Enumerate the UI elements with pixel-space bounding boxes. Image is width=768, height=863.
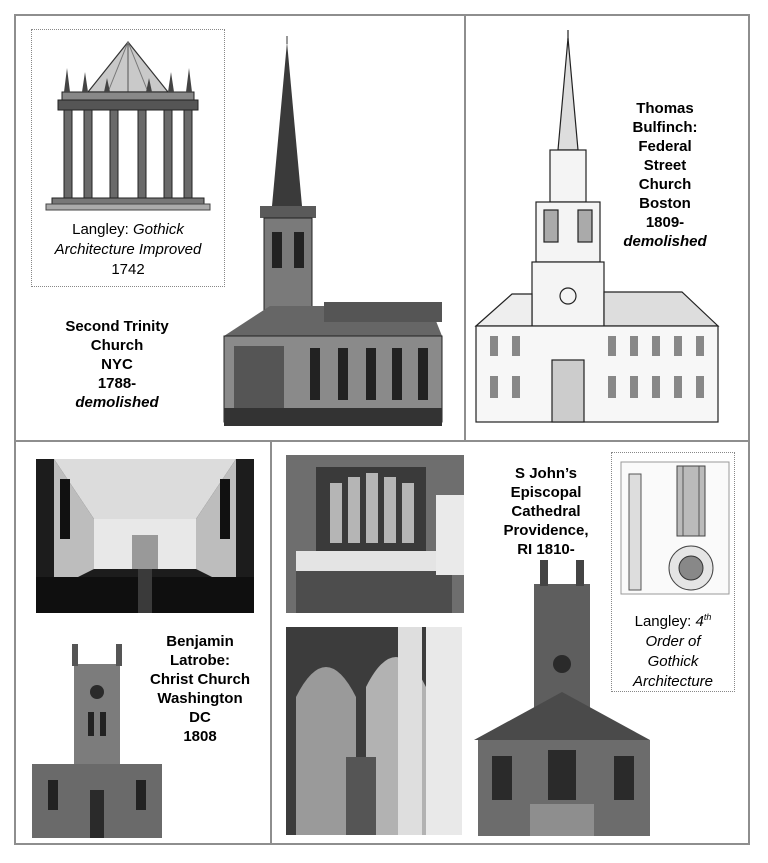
st-johns-nave-arches-photo [286,627,462,835]
gothic-pavilion-engraving [32,30,224,216]
divider-top-vertical [464,14,466,441]
st-johns-caption: S John’s Episcopal Cathedral Providence, RI 1810- [503,465,589,558]
divider-bottom-vertical [270,440,272,845]
langley-fourth-order-panel [611,452,735,692]
divider-horizontal [14,440,750,442]
langley-fourth-order-caption: Langley: 4th Order of Gothick Architecture [632,612,714,690]
langley-gothick-caption: Langley: Gothick Architecture Improved 1742 [54,221,202,278]
latrobe-caption: Benjamin Latrobe: Christ Church Washington DC 1808 [149,633,250,745]
langley-pavilion-panel [31,29,225,287]
second-trinity-church-engraving [220,36,446,428]
gothick-order-plate [613,456,733,602]
bulfinch-caption: Thomas Bulfinch: Federal Street Church Boston 1809- demolished [623,100,707,250]
st-johns-organ-gallery-photo [286,455,464,613]
second-trinity-caption: Second Trinity Church NYC 1788- demolished [65,318,169,411]
christ-church-interior-photo [36,459,254,613]
